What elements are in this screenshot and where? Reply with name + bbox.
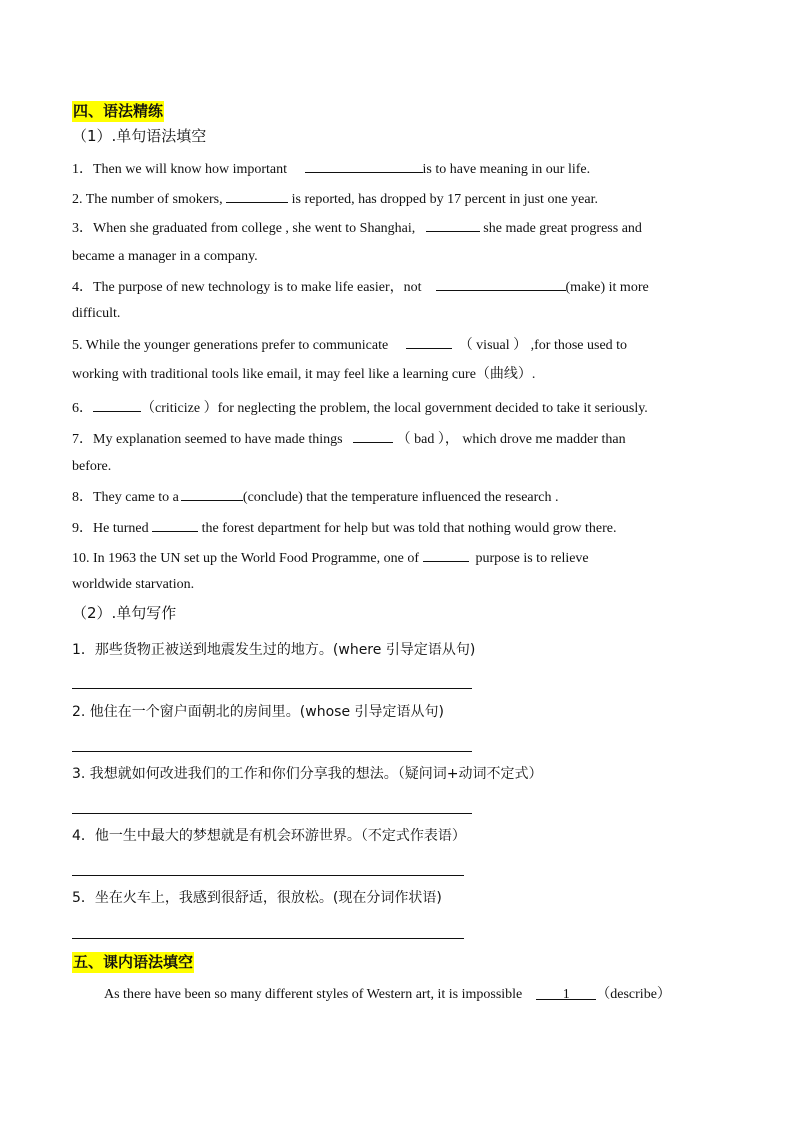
writing-2-answer-line[interactable] <box>72 751 472 752</box>
question-1: 1．Then we will know how important is to have meaning in our life. <box>72 158 590 180</box>
writing-4: 4．他一生中最大的梦想就是有机会环游世界。（不定式作表语） <box>72 828 466 844</box>
question-9: 9．He turned the forest department for help but was told that nothing would grow there. <box>72 517 616 539</box>
question-6: 6． （criticize ）for neglecting the problem, the local government decided to take it seriously. <box>72 397 648 419</box>
question-10-cont: worldwide starvation. <box>72 577 195 592</box>
section-4-title: 四、语法精练 <box>73 102 164 120</box>
question-7: 7．My explanation seemed to have made things （ bad ）， which drove me madder than <box>72 428 626 450</box>
writing-3-answer-line[interactable] <box>72 813 472 814</box>
answer-blank[interactable] <box>152 517 198 532</box>
writing-5-answer-line[interactable] <box>72 938 464 939</box>
writing-1-answer-line[interactable] <box>72 688 472 689</box>
writing-5: 5．坐在火车上，我感到很舒适，很放松。(现在分词作状语) <box>72 890 442 906</box>
answer-blank[interactable] <box>226 188 288 203</box>
writing-3: 3. 我想就如何改进我们的工作和你们分享我的想法。（疑问词+动词不定式） <box>72 766 543 782</box>
question-4: 4．The purpose of new technology is to make life easier，not (make) it more <box>72 276 649 298</box>
answer-blank[interactable] <box>423 547 469 562</box>
answer-blank[interactable] <box>406 334 452 349</box>
question-2: 2. The number of smokers, is reported, has dropped by 17 percent in just one year. <box>72 188 598 210</box>
question-3: 3．When she graduated from college , she went to Shanghai, she made great progress and <box>72 217 642 239</box>
question-3-cont: became a manager in a company. <box>72 249 258 264</box>
section-5-title: 五、课内语法填空 <box>73 953 194 971</box>
passage-line-1: As there have been so many different styles of Western art, it is impossible 1 （describe） <box>104 987 671 1002</box>
answer-blank[interactable] <box>436 276 566 291</box>
answer-blank[interactable] <box>93 397 141 412</box>
answer-blank[interactable] <box>305 158 423 173</box>
writing-2: 2. 他住在一个窗户面朝北的房间里。(whose 引导定语从句) <box>72 704 444 720</box>
answer-blank[interactable] <box>181 486 243 501</box>
question-7-cont: before. <box>72 459 112 474</box>
writing-4-answer-line[interactable] <box>72 875 464 876</box>
question-5-cont: working with traditional tools like email, it may feel like a learning cure（曲线）. <box>72 367 536 382</box>
question-10: 10. In 1963 the UN set up the World Food Programme, one of purpose is to relieve <box>72 547 589 569</box>
part-2-title: （2）.单句写作 <box>72 604 177 622</box>
question-5: 5. While the younger generations prefer to communicate （ visual ） ,for those used to <box>72 334 627 356</box>
answer-blank[interactable] <box>426 217 480 232</box>
question-8: 8．They came to a (conclude) that the temperature influenced the research . <box>72 486 559 508</box>
answer-blank[interactable] <box>353 428 393 443</box>
writing-1: 1．那些货物正被送到地震发生过的地方。(where 引导定语从句) <box>72 642 476 658</box>
question-4-cont: difficult. <box>72 306 121 321</box>
part-1-title: （1）.单句语法填空 <box>72 127 207 145</box>
passage-blank-1[interactable]: 1 <box>536 985 596 1000</box>
